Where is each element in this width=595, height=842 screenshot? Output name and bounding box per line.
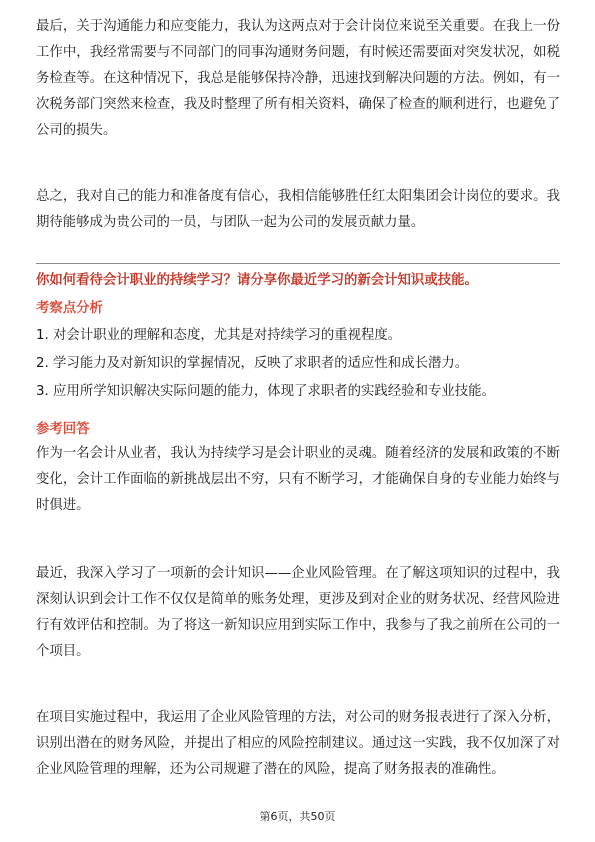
list-item: 2. 学习能力及对新知识的掌握情况，反映了求职者的适应性和成长潜力。	[36, 356, 469, 371]
intro-paragraph-2	[36, 184, 560, 236]
question-heading	[36, 269, 560, 293]
analysis-title: 考察点分析	[36, 301, 103, 316]
answer-section	[36, 418, 560, 442]
section-divider	[36, 263, 560, 264]
intro-paragraph-1	[36, 14, 560, 144]
answer-title: 参考回答	[36, 422, 90, 437]
paragraph-text: 最近，我深入学习了一项新的会计知识——企业风险管理。在了解这项知识的过程中，我深刻认识到会计工作不仅仅是简单的账务处理，更涉及到对企业的财务状况、经营风险进行有效评估和控制。为了将这一新知识应用到实际工作中，我参与了我之前所在公司的一个项目。	[36, 566, 560, 659]
list-item: 1. 对会计职业的理解和态度，尤其是对持续学习的重视程度。	[36, 328, 402, 343]
analysis-list	[36, 322, 560, 406]
answer-paragraph-1	[36, 441, 560, 519]
answer-paragraph-2	[36, 561, 560, 665]
paragraph-text: 在项目实施过程中，我运用了企业风险管理的方法，对公司的财务报表进行了深入分析，识别出潜在的财务风险，并提出了相应的风险控制建议。通过这一实践，我不仅加深了对企业风险管理的理解，还为公司规避了潜在的风险，提高了财务报表的准确性。	[36, 710, 560, 777]
list-item: 3. 应用所学知识解决实际问题的能力，体现了求职者的实践经验和专业技能。	[36, 384, 495, 399]
analysis-section	[36, 297, 560, 321]
paragraph-text: 最后，关于沟通能力和应变能力，我认为这两点对于会计岗位来说至关重要。在我上一份工作中，我经常需要与不同部门的同事沟通财务问题，有时候还需要面对突发状况，如税务检查等。在这种情况下，我总是能够保持冷静，迅速找到解决问题的方法。例如，有一次税务部门突然来检查，我及时整理了所有相关资料，确保了检查的顺利进行，也避免了公司的损失。	[36, 19, 560, 138]
paragraph-text: 总之，我对自己的能力和准备度有信心，我相信能够胜任红太阳集团会计岗位的要求。我期待能够成为贵公司的一员，与团队一起为公司的发展贡献力量。	[36, 189, 560, 230]
question-text: 你如何看待会计职业的持续学习？请分享你最近学习的新会计知识或技能。	[36, 273, 478, 288]
answer-paragraph-3	[36, 705, 560, 783]
page-number: 第6页，共50页	[259, 810, 336, 823]
paragraph-text: 作为一名会计从业者，我认为持续学习是会计职业的灵魂。随着经济的发展和政策的不断变化，会计工作面临的新挑战层出不穷，只有不断学习，才能确保自身的专业能力始终与时俱进。	[36, 446, 560, 513]
